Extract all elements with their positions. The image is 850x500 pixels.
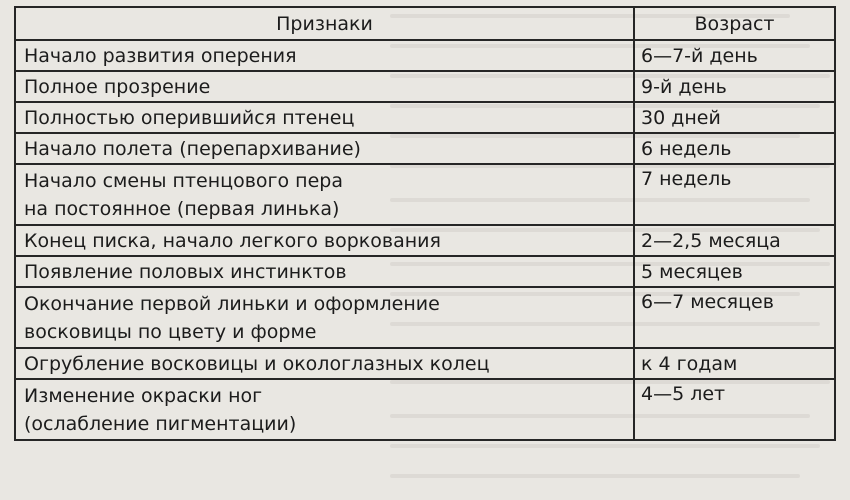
age-cell: 30 дней (634, 102, 835, 133)
header-signs: Признаки (15, 7, 634, 40)
age-cell: 6 недель (634, 133, 835, 164)
age-cell: 4—5 лет (634, 379, 835, 440)
age-cell: 6—7 месяцев (634, 287, 835, 348)
sign-cell: Изменение окраски ног (ослабление пигментации) (15, 379, 634, 440)
table-row (15, 164, 835, 225)
age-signs-table (14, 6, 836, 441)
sign-cell: Начало развития оперения (15, 40, 634, 71)
sign-cell: Полное прозрение (15, 71, 634, 102)
age-cell: 5 месяцев (634, 256, 835, 287)
table-row (15, 102, 835, 133)
table-row (15, 225, 835, 256)
sign-cell: Конец писка, начало легкого воркования (15, 225, 634, 256)
sign-cell: Появление половых инстинктов (15, 256, 634, 287)
age-cell: 9-й день (634, 71, 835, 102)
table-row (15, 40, 835, 71)
sign-cell: Окончание первой линьки и оформление восковицы по цвету и форме (15, 287, 634, 348)
table-row (15, 256, 835, 287)
table-row (15, 287, 835, 348)
age-cell: 7 недель (634, 164, 835, 225)
age-cell: к 4 годам (634, 348, 835, 379)
table-row (15, 379, 835, 440)
table-row (15, 133, 835, 164)
table-row (15, 348, 835, 379)
sign-cell: Начало смены птенцового пера на постоянное (первая линька) (15, 164, 634, 225)
sign-cell: Начало полета (перепархивание) (15, 133, 634, 164)
table-row (15, 71, 835, 102)
header-age: Возраст (634, 7, 835, 40)
sign-cell: Полностью оперившийся птенец (15, 102, 634, 133)
sign-cell: Огрубление восковицы и окологлазных колец (15, 348, 634, 379)
age-cell: 6—7-й день (634, 40, 835, 71)
age-cell: 2—2,5 месяца (634, 225, 835, 256)
table-header-row (15, 7, 835, 40)
table-body (15, 40, 835, 440)
